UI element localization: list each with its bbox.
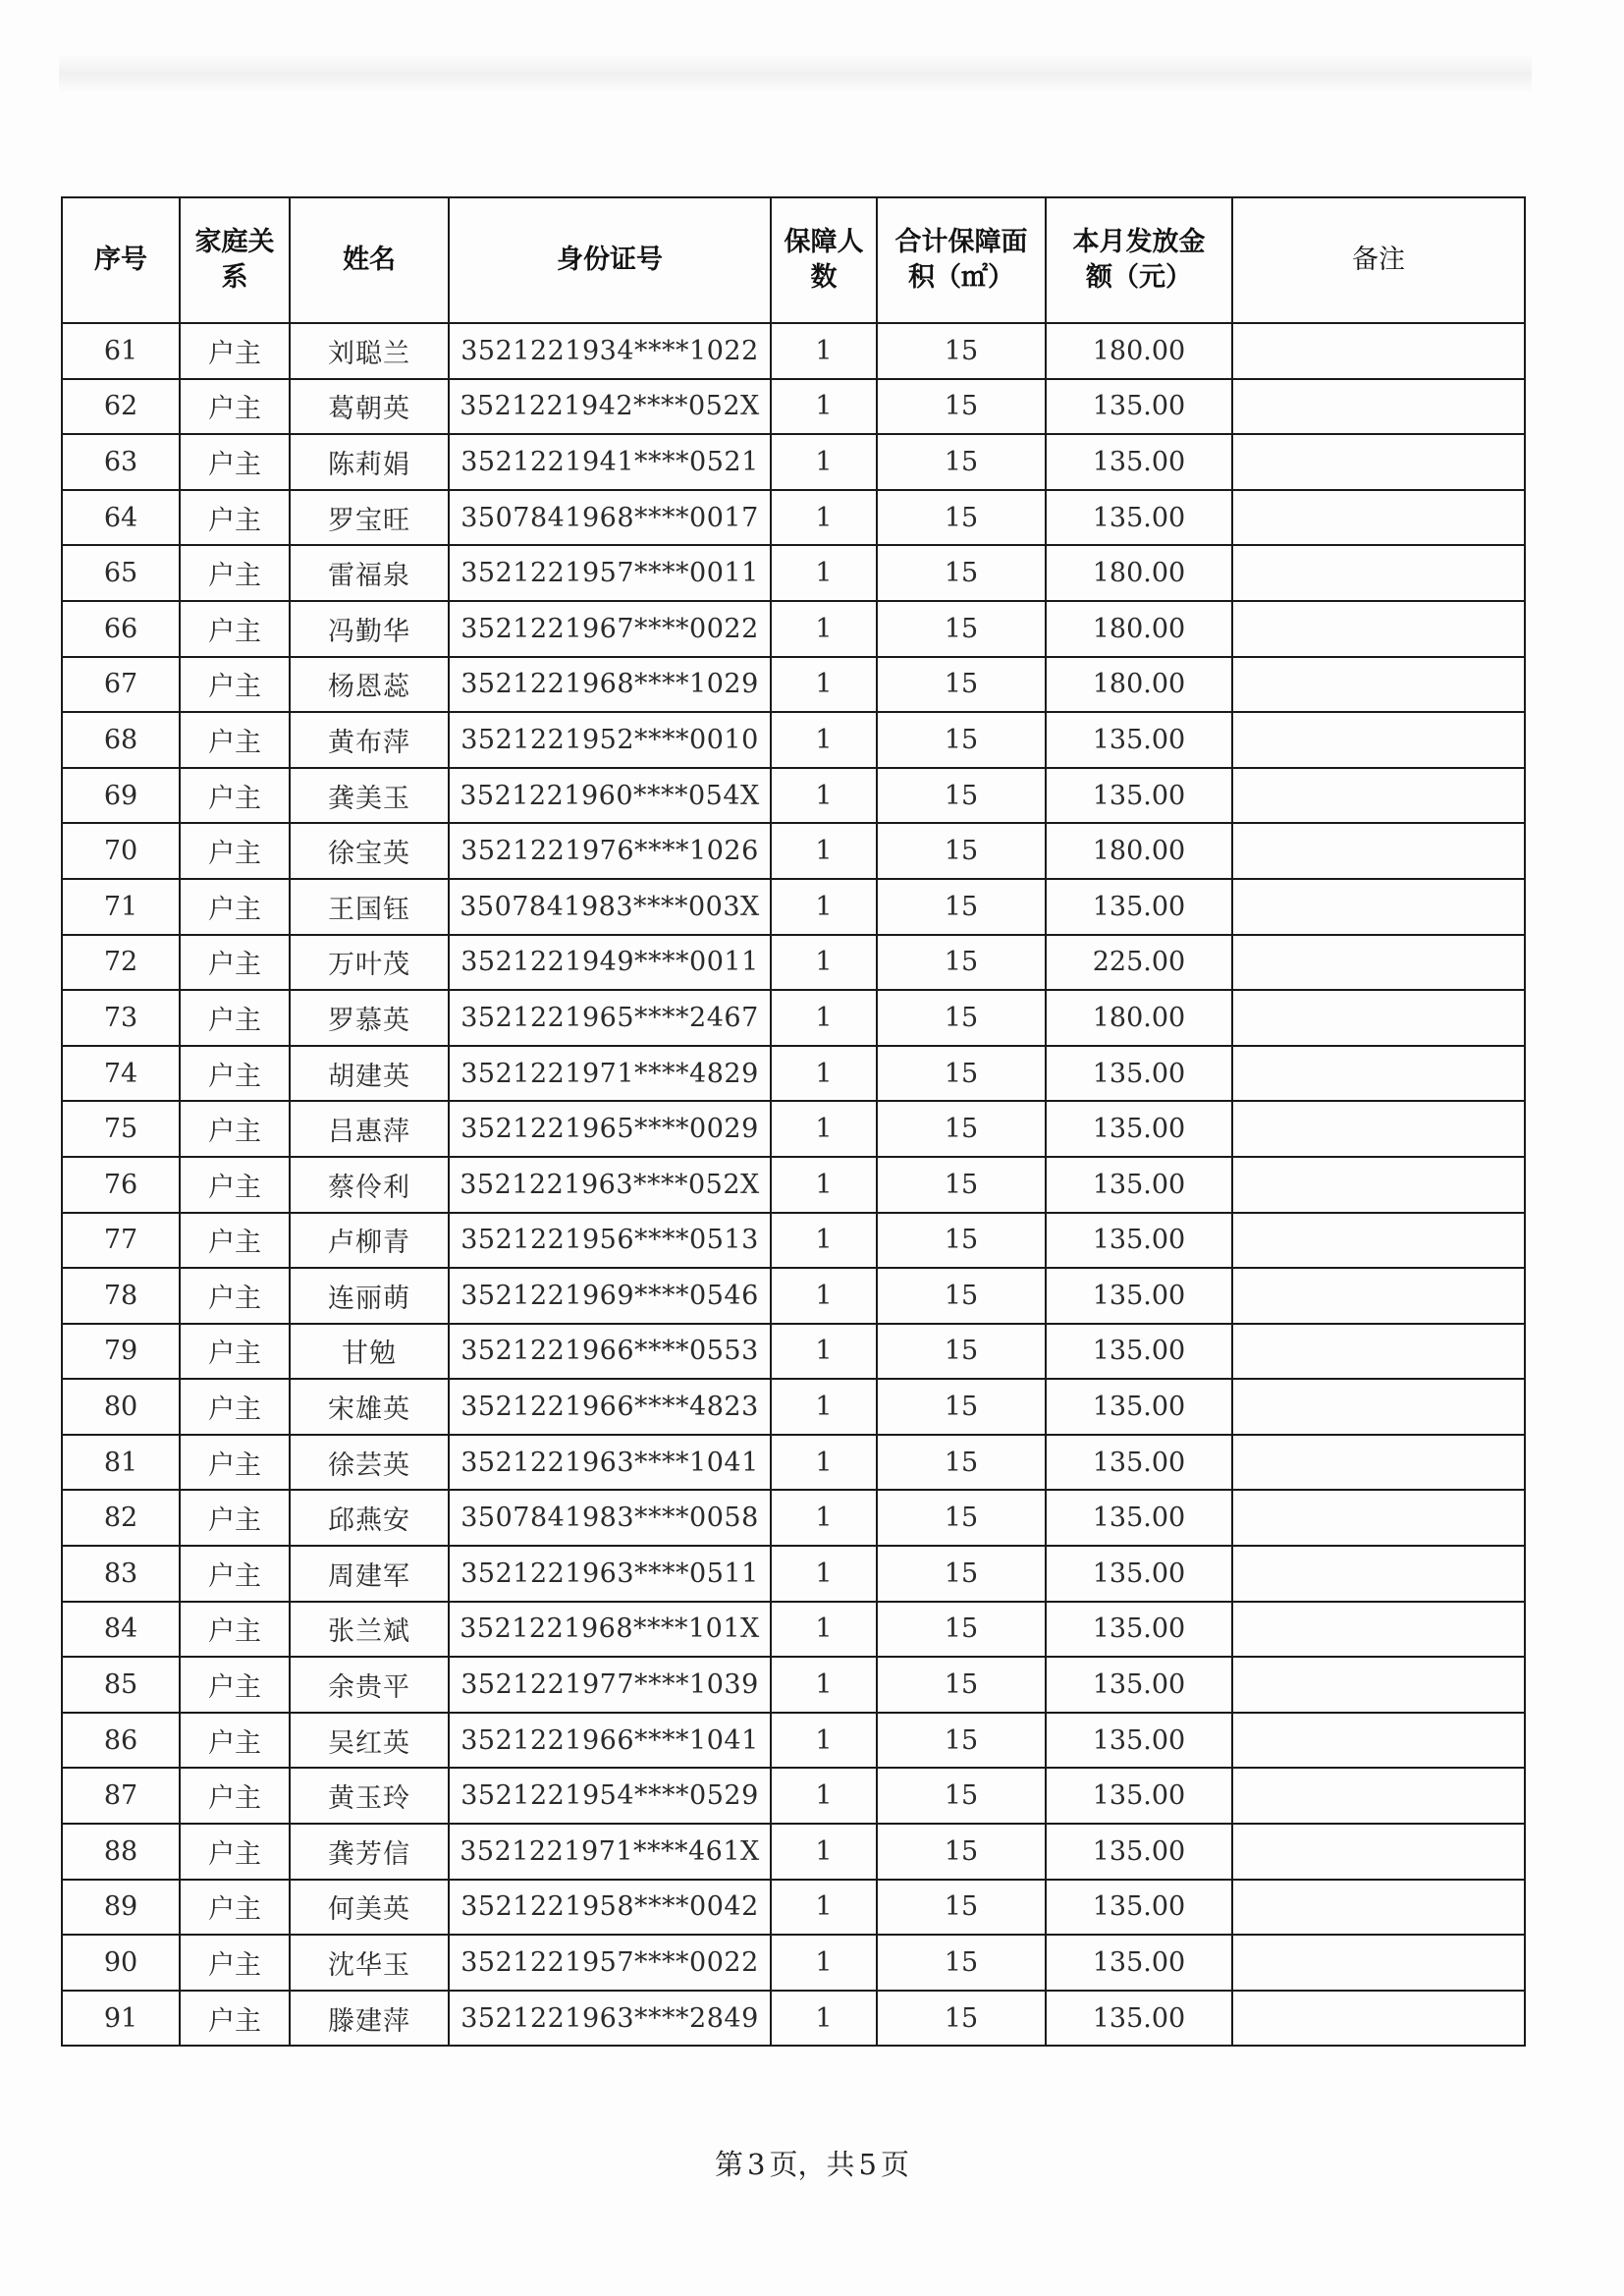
cell-persons: 1	[771, 657, 877, 713]
cell-seq: 72	[62, 935, 180, 991]
cell-area: 15	[877, 1101, 1046, 1157]
cell-remark	[1232, 323, 1525, 379]
cell-amount: 180.00	[1046, 545, 1232, 601]
table-row	[62, 823, 1525, 879]
cell-remark	[1232, 879, 1525, 935]
cell-persons: 1	[771, 1046, 877, 1102]
cell-relation: 户主	[180, 1935, 290, 1991]
table-body	[62, 323, 1525, 2046]
cell-relation: 户主	[180, 1991, 290, 2047]
footer-suffix: 页	[880, 2148, 909, 2181]
cell-name: 滕建萍	[290, 1991, 449, 2047]
table-row	[62, 990, 1525, 1046]
cell-seq: 61	[62, 323, 180, 379]
table-row	[62, 1713, 1525, 1769]
footer-page-number: 3	[747, 2148, 766, 2181]
cell-amount: 135.00	[1046, 1880, 1232, 1936]
cell-amount: 135.00	[1046, 1935, 1232, 1991]
cell-area: 15	[877, 1268, 1046, 1324]
cell-id-number: 3521221963****2849	[449, 1991, 771, 2047]
cell-name: 黄玉玲	[290, 1768, 449, 1824]
cell-id-number: 3521221957****0011	[449, 545, 771, 601]
cell-id-number: 3521221966****0553	[449, 1324, 771, 1380]
cell-name: 万叶茂	[290, 935, 449, 991]
cell-seq: 86	[62, 1713, 180, 1769]
table-row	[62, 1657, 1525, 1713]
page-footer	[0, 2143, 1624, 2183]
cell-remark	[1232, 601, 1525, 657]
cell-amount: 135.00	[1046, 1991, 1232, 2047]
cell-name: 宋雄英	[290, 1379, 449, 1435]
header-relation: 家庭关 系	[180, 197, 290, 323]
cell-area: 15	[877, 935, 1046, 991]
cell-area: 15	[877, 1213, 1046, 1269]
cell-relation: 户主	[180, 1824, 290, 1880]
table-row	[62, 1490, 1525, 1546]
cell-seq: 74	[62, 1046, 180, 1102]
cell-persons: 1	[771, 935, 877, 991]
cell-remark	[1232, 712, 1525, 768]
cell-name: 徐宝英	[290, 823, 449, 879]
cell-amount: 225.00	[1046, 935, 1232, 991]
cell-relation: 户主	[180, 1602, 290, 1658]
cell-name: 葛朝英	[290, 379, 449, 435]
cell-seq: 91	[62, 1991, 180, 2047]
cell-name: 黄布萍	[290, 712, 449, 768]
cell-persons: 1	[771, 768, 877, 824]
cell-seq: 81	[62, 1435, 180, 1491]
cell-area: 15	[877, 490, 1046, 546]
cell-name: 冯勤华	[290, 601, 449, 657]
cell-persons: 1	[771, 1213, 877, 1269]
cell-id-number: 3521221934****1022	[449, 323, 771, 379]
cell-id-number: 3521221971****461X	[449, 1824, 771, 1880]
cell-id-number: 3521221965****2467	[449, 990, 771, 1046]
cell-persons: 1	[771, 712, 877, 768]
cell-amount: 135.00	[1046, 1768, 1232, 1824]
table-row	[62, 879, 1525, 935]
cell-persons: 1	[771, 1713, 877, 1769]
cell-seq: 90	[62, 1935, 180, 1991]
cell-amount: 180.00	[1046, 657, 1232, 713]
cell-remark	[1232, 1824, 1525, 1880]
cell-amount: 135.00	[1046, 1157, 1232, 1213]
cell-id-number: 3507841968****0017	[449, 490, 771, 546]
cell-area: 15	[877, 1657, 1046, 1713]
table-row	[62, 712, 1525, 768]
cell-seq: 75	[62, 1101, 180, 1157]
cell-seq: 84	[62, 1602, 180, 1658]
cell-name: 王国钰	[290, 879, 449, 935]
cell-persons: 1	[771, 1657, 877, 1713]
cell-relation: 户主	[180, 1101, 290, 1157]
cell-persons: 1	[771, 1768, 877, 1824]
cell-name: 罗慕英	[290, 990, 449, 1046]
cell-relation: 户主	[180, 768, 290, 824]
cell-name: 蔡伶利	[290, 1157, 449, 1213]
table-row	[62, 1213, 1525, 1269]
cell-amount: 135.00	[1046, 490, 1232, 546]
cell-amount: 135.00	[1046, 1324, 1232, 1380]
cell-amount: 135.00	[1046, 1490, 1232, 1546]
cell-persons: 1	[771, 1490, 877, 1546]
cell-id-number: 3521221957****0022	[449, 1935, 771, 1991]
cell-area: 15	[877, 1324, 1046, 1380]
cell-area: 15	[877, 601, 1046, 657]
cell-relation: 户主	[180, 323, 290, 379]
cell-area: 15	[877, 657, 1046, 713]
cell-relation: 户主	[180, 1268, 290, 1324]
cell-seq: 87	[62, 1768, 180, 1824]
cell-seq: 62	[62, 379, 180, 435]
cell-seq: 66	[62, 601, 180, 657]
cell-relation: 户主	[180, 379, 290, 435]
cell-amount: 135.00	[1046, 1713, 1232, 1769]
cell-seq: 80	[62, 1379, 180, 1435]
cell-area: 15	[877, 1991, 1046, 2047]
table-row	[62, 1602, 1525, 1658]
cell-relation: 户主	[180, 1379, 290, 1435]
cell-seq: 85	[62, 1657, 180, 1713]
cell-persons: 1	[771, 601, 877, 657]
table-row	[62, 935, 1525, 991]
table-row	[62, 1324, 1525, 1380]
cell-amount: 135.00	[1046, 1046, 1232, 1102]
subsidy-roster-table	[61, 196, 1526, 2047]
table-row	[62, 490, 1525, 546]
cell-remark	[1232, 990, 1525, 1046]
cell-name: 吕惠萍	[290, 1101, 449, 1157]
cell-remark	[1232, 379, 1525, 435]
header-seq: 序号	[62, 197, 180, 323]
table-row	[62, 1046, 1525, 1102]
cell-amount: 180.00	[1046, 823, 1232, 879]
cell-remark	[1232, 434, 1525, 490]
cell-amount: 135.00	[1046, 1546, 1232, 1602]
cell-remark	[1232, 935, 1525, 991]
cell-remark	[1232, 1490, 1525, 1546]
cell-seq: 65	[62, 545, 180, 601]
cell-remark	[1232, 1213, 1525, 1269]
cell-area: 15	[877, 1046, 1046, 1102]
cell-id-number: 3521221971****4829	[449, 1046, 771, 1102]
cell-id-number: 3521221977****1039	[449, 1657, 771, 1713]
cell-area: 15	[877, 823, 1046, 879]
cell-id-number: 3521221963****0511	[449, 1546, 771, 1602]
cell-area: 15	[877, 879, 1046, 935]
cell-relation: 户主	[180, 1490, 290, 1546]
cell-name: 杨恩蕊	[290, 657, 449, 713]
cell-area: 15	[877, 323, 1046, 379]
cell-persons: 1	[771, 1602, 877, 1658]
cell-relation: 户主	[180, 434, 290, 490]
cell-relation: 户主	[180, 1713, 290, 1769]
table-row	[62, 1768, 1525, 1824]
cell-id-number: 3521221952****0010	[449, 712, 771, 768]
cell-seq: 78	[62, 1268, 180, 1324]
cell-amount: 135.00	[1046, 1213, 1232, 1269]
cell-id-number: 3521221949****0011	[449, 935, 771, 991]
table-row	[62, 1435, 1525, 1491]
cell-name: 何美英	[290, 1880, 449, 1936]
cell-amount: 135.00	[1046, 879, 1232, 935]
cell-area: 15	[877, 1880, 1046, 1936]
cell-relation: 户主	[180, 490, 290, 546]
cell-amount: 135.00	[1046, 1379, 1232, 1435]
cell-seq: 79	[62, 1324, 180, 1380]
cell-amount: 180.00	[1046, 323, 1232, 379]
cell-id-number: 3521221968****1029	[449, 657, 771, 713]
cell-remark	[1232, 1379, 1525, 1435]
cell-relation: 户主	[180, 1768, 290, 1824]
cell-seq: 82	[62, 1490, 180, 1546]
table-row	[62, 1935, 1525, 1991]
cell-id-number: 3521221969****0546	[449, 1268, 771, 1324]
cell-amount: 135.00	[1046, 1435, 1232, 1491]
cell-remark	[1232, 1713, 1525, 1769]
cell-seq: 71	[62, 879, 180, 935]
cell-persons: 1	[771, 1935, 877, 1991]
cell-name: 刘聪兰	[290, 323, 449, 379]
cell-amount: 135.00	[1046, 379, 1232, 435]
cell-name: 龚芳信	[290, 1824, 449, 1880]
cell-id-number: 3521221958****0042	[449, 1880, 771, 1936]
cell-remark	[1232, 1935, 1525, 1991]
cell-area: 15	[877, 1935, 1046, 1991]
footer-total-pages: 5	[858, 2148, 877, 2181]
table-header-row	[62, 197, 1525, 323]
table-row	[62, 1268, 1525, 1324]
table-row	[62, 768, 1525, 824]
cell-area: 15	[877, 379, 1046, 435]
table-row	[62, 434, 1525, 490]
cell-remark	[1232, 1768, 1525, 1824]
cell-amount: 180.00	[1046, 601, 1232, 657]
cell-id-number: 3521221966****1041	[449, 1713, 771, 1769]
cell-name: 张兰斌	[290, 1602, 449, 1658]
cell-persons: 1	[771, 1101, 877, 1157]
cell-amount: 135.00	[1046, 1657, 1232, 1713]
cell-name: 龚美玉	[290, 768, 449, 824]
table-row	[62, 1157, 1525, 1213]
cell-relation: 户主	[180, 1546, 290, 1602]
cell-seq: 69	[62, 768, 180, 824]
cell-area: 15	[877, 1546, 1046, 1602]
cell-remark	[1232, 1991, 1525, 2047]
cell-id-number: 3521221963****1041	[449, 1435, 771, 1491]
table-row	[62, 1379, 1525, 1435]
cell-seq: 88	[62, 1824, 180, 1880]
cell-id-number: 3521221965****0029	[449, 1101, 771, 1157]
cell-amount: 135.00	[1046, 1824, 1232, 1880]
cell-amount: 135.00	[1046, 1268, 1232, 1324]
cell-area: 15	[877, 1768, 1046, 1824]
cell-seq: 89	[62, 1880, 180, 1936]
cell-persons: 1	[771, 1324, 877, 1380]
cell-area: 15	[877, 1713, 1046, 1769]
cell-persons: 1	[771, 490, 877, 546]
footer-prefix: 第	[715, 2148, 744, 2181]
cell-area: 15	[877, 1435, 1046, 1491]
cell-amount: 135.00	[1046, 434, 1232, 490]
cell-remark	[1232, 1546, 1525, 1602]
header-amount: 本月发放金 额（元）	[1046, 197, 1232, 323]
header-name: 姓名	[290, 197, 449, 323]
cell-persons: 1	[771, 323, 877, 379]
cell-relation: 户主	[180, 1435, 290, 1491]
cell-relation: 户主	[180, 1213, 290, 1269]
cell-name: 徐芸英	[290, 1435, 449, 1491]
cell-area: 15	[877, 1602, 1046, 1658]
table-row	[62, 657, 1525, 713]
cell-id-number: 3521221968****101X	[449, 1602, 771, 1658]
cell-name: 邱燕安	[290, 1490, 449, 1546]
cell-id-number: 3507841983****003X	[449, 879, 771, 935]
cell-id-number: 3507841983****0058	[449, 1490, 771, 1546]
table-row	[62, 1991, 1525, 2047]
cell-area: 15	[877, 768, 1046, 824]
cell-name: 甘勉	[290, 1324, 449, 1380]
cell-remark	[1232, 768, 1525, 824]
cell-seq: 67	[62, 657, 180, 713]
table-row	[62, 379, 1525, 435]
cell-relation: 户主	[180, 1324, 290, 1380]
cell-amount: 135.00	[1046, 1602, 1232, 1658]
cell-area: 15	[877, 1379, 1046, 1435]
cell-area: 15	[877, 1157, 1046, 1213]
cell-persons: 1	[771, 1991, 877, 2047]
cell-remark	[1232, 1324, 1525, 1380]
cell-id-number: 3521221954****0529	[449, 1768, 771, 1824]
cell-area: 15	[877, 545, 1046, 601]
cell-id-number: 3521221956****0513	[449, 1213, 771, 1269]
cell-name: 胡建英	[290, 1046, 449, 1102]
cell-id-number: 3521221967****0022	[449, 601, 771, 657]
cell-seq: 76	[62, 1157, 180, 1213]
footer-page-suffix: 页，共	[769, 2148, 855, 2181]
cell-id-number: 3521221942****052X	[449, 379, 771, 435]
cell-persons: 1	[771, 1268, 877, 1324]
cell-persons: 1	[771, 879, 877, 935]
cell-name: 余贵平	[290, 1657, 449, 1713]
cell-area: 15	[877, 1824, 1046, 1880]
cell-persons: 1	[771, 823, 877, 879]
cell-remark	[1232, 545, 1525, 601]
cell-seq: 73	[62, 990, 180, 1046]
cell-amount: 135.00	[1046, 768, 1232, 824]
table-row	[62, 323, 1525, 379]
header-area: 合计保障面 积（㎡）	[877, 197, 1046, 323]
cell-relation: 户主	[180, 823, 290, 879]
cell-persons: 1	[771, 1435, 877, 1491]
cell-remark	[1232, 1880, 1525, 1936]
table-row	[62, 1101, 1525, 1157]
header-remark: 备注	[1232, 197, 1525, 323]
cell-remark	[1232, 1157, 1525, 1213]
cell-relation: 户主	[180, 1657, 290, 1713]
cell-id-number: 3521221963****052X	[449, 1157, 771, 1213]
cell-relation: 户主	[180, 1880, 290, 1936]
cell-name: 连丽萌	[290, 1268, 449, 1324]
cell-persons: 1	[771, 1880, 877, 1936]
cell-remark	[1232, 490, 1525, 546]
cell-relation: 户主	[180, 545, 290, 601]
cell-area: 15	[877, 990, 1046, 1046]
cell-name: 雷福泉	[290, 545, 449, 601]
cell-remark	[1232, 1435, 1525, 1491]
cell-relation: 户主	[180, 935, 290, 991]
cell-relation: 户主	[180, 990, 290, 1046]
cell-relation: 户主	[180, 657, 290, 713]
table-row	[62, 545, 1525, 601]
cell-relation: 户主	[180, 1046, 290, 1102]
cell-persons: 1	[771, 1379, 877, 1435]
header-id-number: 身份证号	[449, 197, 771, 323]
cell-area: 15	[877, 712, 1046, 768]
cell-relation: 户主	[180, 1157, 290, 1213]
cell-amount: 135.00	[1046, 1101, 1232, 1157]
cell-name: 沈华玉	[290, 1935, 449, 1991]
cell-remark	[1232, 1657, 1525, 1713]
cell-seq: 64	[62, 490, 180, 546]
cell-relation: 户主	[180, 601, 290, 657]
cell-amount: 180.00	[1046, 990, 1232, 1046]
cell-seq: 63	[62, 434, 180, 490]
cell-persons: 1	[771, 434, 877, 490]
cell-relation: 户主	[180, 879, 290, 935]
cell-id-number: 3521221976****1026	[449, 823, 771, 879]
cell-remark	[1232, 1602, 1525, 1658]
cell-area: 15	[877, 434, 1046, 490]
cell-amount: 135.00	[1046, 712, 1232, 768]
table-row	[62, 1824, 1525, 1880]
scan-artifact	[59, 54, 1532, 93]
cell-remark	[1232, 1268, 1525, 1324]
cell-seq: 70	[62, 823, 180, 879]
cell-id-number: 3521221966****4823	[449, 1379, 771, 1435]
cell-persons: 1	[771, 1824, 877, 1880]
cell-name: 吴红英	[290, 1713, 449, 1769]
cell-persons: 1	[771, 545, 877, 601]
table-row	[62, 601, 1525, 657]
cell-area: 15	[877, 1490, 1046, 1546]
cell-id-number: 3521221941****0521	[449, 434, 771, 490]
cell-remark	[1232, 1046, 1525, 1102]
cell-name: 卢柳青	[290, 1213, 449, 1269]
cell-id-number: 3521221960****054X	[449, 768, 771, 824]
cell-persons: 1	[771, 1157, 877, 1213]
cell-remark	[1232, 1101, 1525, 1157]
table-row	[62, 1880, 1525, 1936]
cell-remark	[1232, 657, 1525, 713]
table-row	[62, 1546, 1525, 1602]
cell-persons: 1	[771, 379, 877, 435]
cell-seq: 83	[62, 1546, 180, 1602]
cell-name: 罗宝旺	[290, 490, 449, 546]
cell-persons: 1	[771, 990, 877, 1046]
cell-remark	[1232, 823, 1525, 879]
cell-name: 陈莉娟	[290, 434, 449, 490]
header-persons: 保障人 数	[771, 197, 877, 323]
cell-relation: 户主	[180, 712, 290, 768]
cell-persons: 1	[771, 1546, 877, 1602]
cell-name: 周建军	[290, 1546, 449, 1602]
cell-seq: 77	[62, 1213, 180, 1269]
cell-seq: 68	[62, 712, 180, 768]
